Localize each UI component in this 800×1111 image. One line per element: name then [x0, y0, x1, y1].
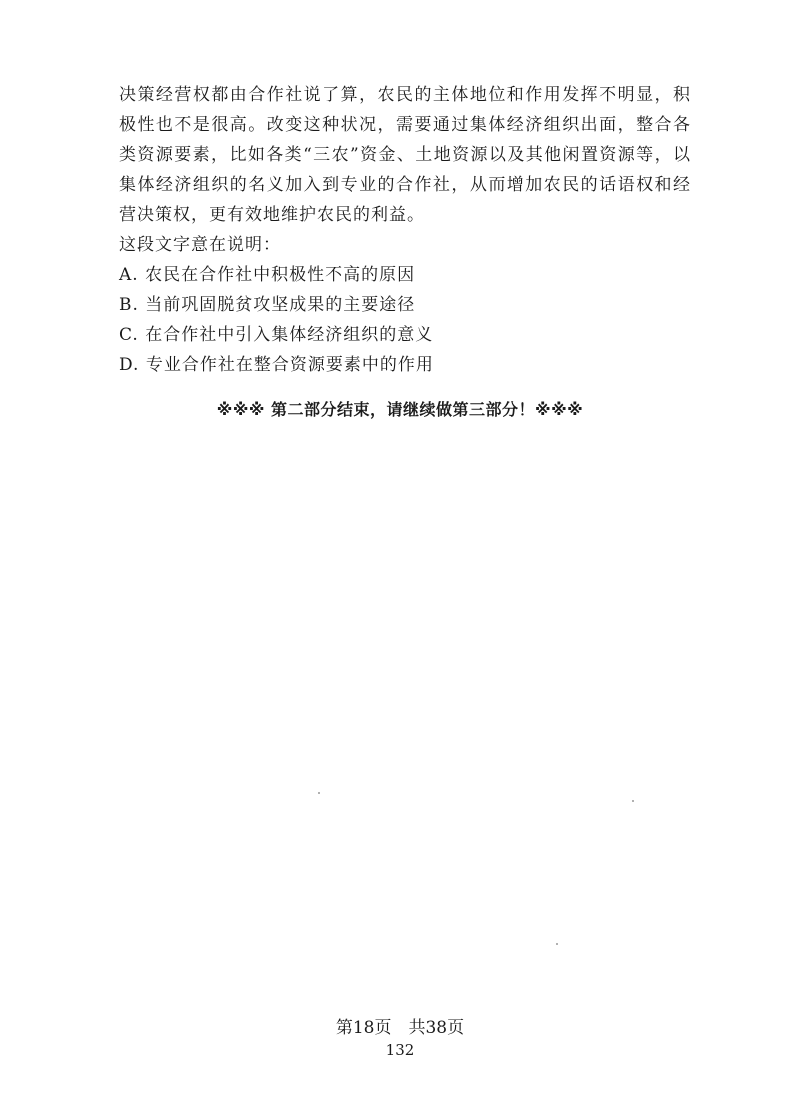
question-prompt: 这段文字意在说明：: [119, 235, 281, 255]
option-d: D. 专业合作社在整合资源要素中的作用: [119, 355, 434, 375]
scan-speck: [318, 792, 320, 794]
reading-passage: 决策经营权都由合作社说了算，农民的主体地位和作用发挥不明显，积极性也不是很高。改变这种状况，需要通过集体经济组织出面，整合各类资源要素，比如各类“三农”资金、土地资源以及其他闲置资源等，以集体经济组织的名义加入到专业的合作社，从而增加农民的话语权和经营决策权，更有效地维护农民的利益。: [119, 85, 691, 225]
option-c: C. 在合作社中引入集体经济组织的意义: [119, 325, 434, 345]
answer-options: [119, 260, 434, 380]
page-indicator: 第18页 共38页: [335, 1018, 465, 1038]
section-end-notice: ※※※ 第二部分结束，请继续做第三部分！※※※: [216, 400, 584, 419]
page-number: 132: [385, 1041, 415, 1059]
scan-speck: [632, 800, 634, 802]
option-b: B. 当前巩固脱贫攻坚成果的主要途径: [119, 295, 416, 315]
scan-speck: [556, 943, 558, 945]
option-a: A. 农民在合作社中积极性不高的原因: [119, 265, 416, 285]
